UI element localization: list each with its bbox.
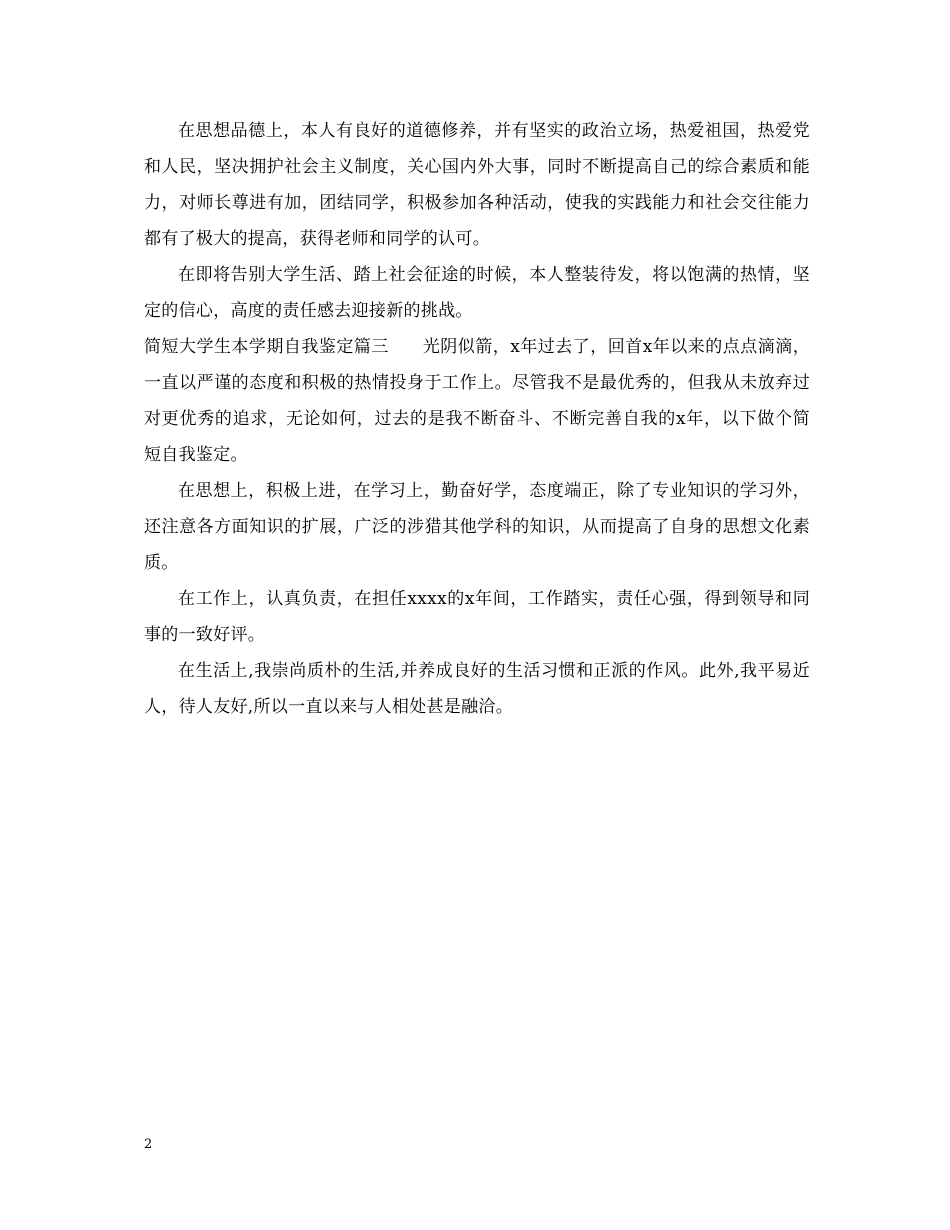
section-intro-paragraph <box>144 329 810 473</box>
paragraph-moral-character: 在思想品德上，本人有良好的道德修养，并有坚实的政治立场，热爱祖国，热爱党和人民，坚决拥护社会主义制度，关心国内外大事，同时不断提高自己的综合素质和能力，对师长尊进有加，团结同学，积极参加各种活动，使我的实践能力和社会交往能力都有了极大的提高，获得老师和同学的认可。 <box>144 121 810 249</box>
paragraph-thought-study: 在思想上，积极上进，在学习上，勤奋好学，态度端正，除了专业知识的学习外，还注意各方面知识的扩展，广泛的涉猎其他学科的知识，从而提高了自身的思想文化素质。 <box>144 481 810 573</box>
paragraph-farewell: 在即将告别大学生活、踏上社会征途的时候，本人整装待发，将以饱满的热情，坚定的信心，高度的责任感去迎接新的挑战。 <box>144 265 810 321</box>
section-heading: 简短大学生本学期自我鉴定篇三 <box>144 337 389 357</box>
paragraph-life: 在生活上,我崇尚质朴的生活,并养成良好的生活习惯和正派的作风。此外,我平易近人，待人友好,所以一直以来与人相处甚是融洽。 <box>144 661 810 717</box>
document-body <box>144 113 810 725</box>
page-number: 2 <box>144 1137 153 1152</box>
paragraph-work: 在工作上，认真负责，在担任xxxx的x年间，工作踏实，责任心强，得到领导和同事的一致好评。 <box>144 589 810 645</box>
section-intro-text: 光阴似箭，x年过去了，回首x年以来的点点滴滴，一直以严谨的态度和积极的热情投身于工作上。尽管我不是最优秀的，但我从未放弃过对更优秀的追求，无论如何，过去的是我不断奋斗、不断完善自我的x年，以下做个简短自我鉴定。 <box>144 337 810 465</box>
